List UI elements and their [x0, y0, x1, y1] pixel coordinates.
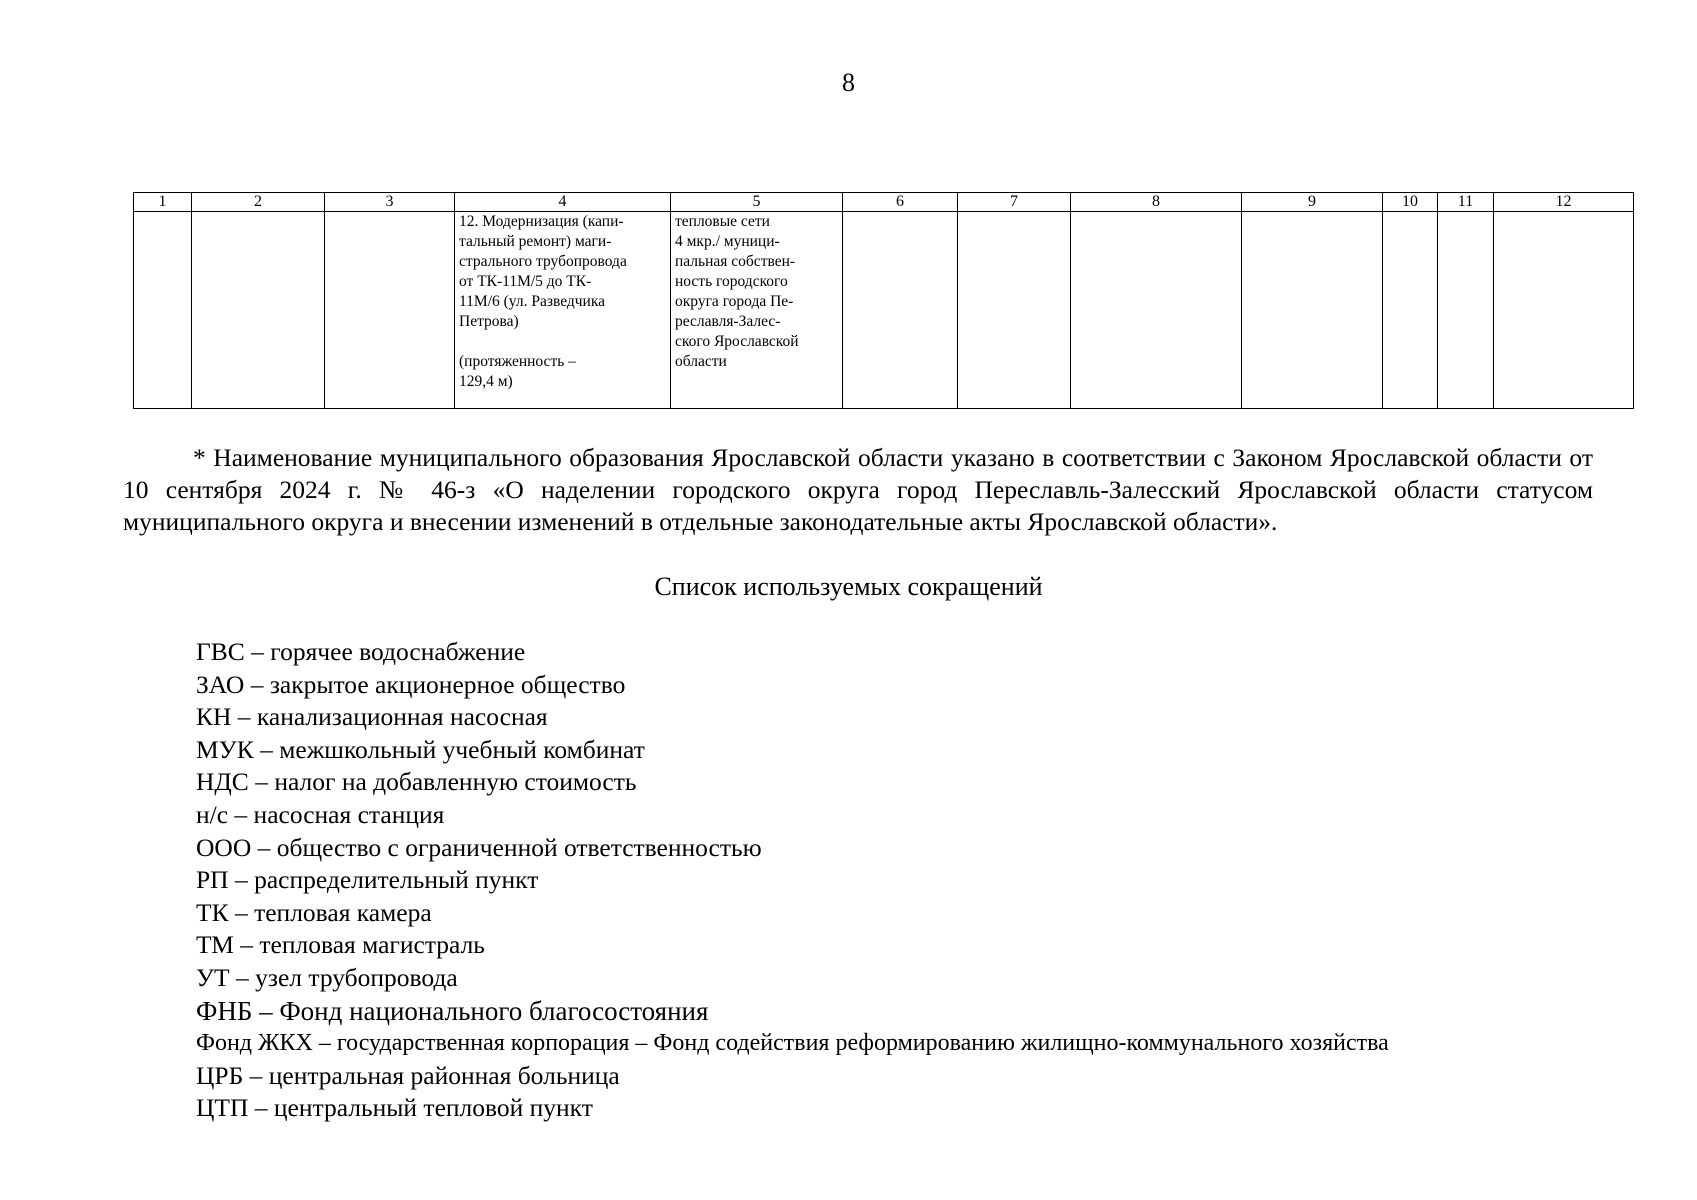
table-cell: [958, 212, 1071, 409]
abbreviation-item: ТМ – тепловая магистраль: [196, 930, 485, 960]
abbreviation-item: НДС – налог на добавленную стоимость: [196, 767, 637, 797]
abbreviation-item: Фонд ЖКХ – государственная корпорация – Фонд содействия реформированию жилищно-коммунального хозяйства: [196, 1030, 1389, 1057]
table-cell: [1242, 212, 1383, 409]
abbreviations-title: Список используемых сокращений: [654, 572, 1043, 601]
column-header: 6: [843, 193, 958, 212]
column-header: 8: [1071, 193, 1242, 212]
footnote: * Наименование муниципального образования Ярославской области указано в соответствии с Законом Ярославской области от 10 сентября 2024 г. № 46-з «О наделении городского округа город Переславль-Залесский Ярославской области статусом муниципального округа и внесении изменений в отдельные законодательные акты Ярославской области».: [123, 443, 1593, 536]
column-header: 3: [325, 193, 455, 212]
abbreviation-item: н/с – насосная станция: [196, 799, 445, 829]
table-cell: [192, 212, 325, 409]
abbreviation-item: ЗАО – закрытое акционерное общество: [196, 669, 626, 699]
table-cell: [1071, 212, 1242, 409]
column-header: 7: [958, 193, 1071, 212]
abbreviation-item: УТ – узел трубопровода: [196, 962, 458, 992]
abbreviation-item: ЦРБ – центральная районная больница: [196, 1060, 620, 1090]
column-header: 5: [671, 193, 843, 212]
abbreviations-list: [196, 636, 1389, 1125]
table-cell-measure: 12. Модернизация (капи- тальный ремонт) маги- стрального трубопровода от ТК-11М/5 до ТК- 11М/6 (ул. Разведчика Петрова) (протяженность – 129,4 м): [455, 212, 671, 409]
page-number: 8: [842, 68, 855, 97]
abbreviation-item: МУК – межшкольный учебный комбинат: [196, 734, 645, 764]
table-cell: [325, 212, 455, 409]
table-cell-object: тепловые сети 4 мкр./ муници- пальная собствен- ность городского округа города Пе- реславля-Залес- ского Ярославской области: [671, 212, 843, 409]
column-header: 10: [1383, 193, 1438, 212]
abbreviation-item: ЦТП – центральный тепловой пункт: [196, 1093, 593, 1123]
abbreviation-item: РП – распределительный пункт: [196, 865, 539, 895]
table-row: [134, 212, 1634, 409]
table-cell: [1438, 212, 1494, 409]
abbreviation-item: ГВС – горячее водоснабжение: [196, 637, 526, 666]
table-cell: [134, 212, 192, 409]
table-header-row: [134, 193, 1634, 212]
column-header: 9: [1242, 193, 1383, 212]
abbreviation-item: ФНБ – Фонд национального благосостояния: [196, 995, 709, 1026]
table-cell: [1494, 212, 1634, 409]
column-header: 4: [455, 193, 671, 212]
column-header: 11: [1438, 193, 1494, 212]
column-header: 2: [192, 193, 325, 212]
table-cell: [843, 212, 958, 409]
abbreviation-item: ТК – тепловая камера: [196, 897, 432, 927]
abbreviation-item: КН – канализационная насосная: [196, 702, 548, 732]
column-header: 1: [134, 193, 192, 212]
column-header: 12: [1494, 193, 1634, 212]
abbreviation-item: ООО – общество с ограниченной ответственностью: [196, 832, 762, 862]
data-table: [133, 192, 1634, 409]
table-cell: [1383, 212, 1438, 409]
